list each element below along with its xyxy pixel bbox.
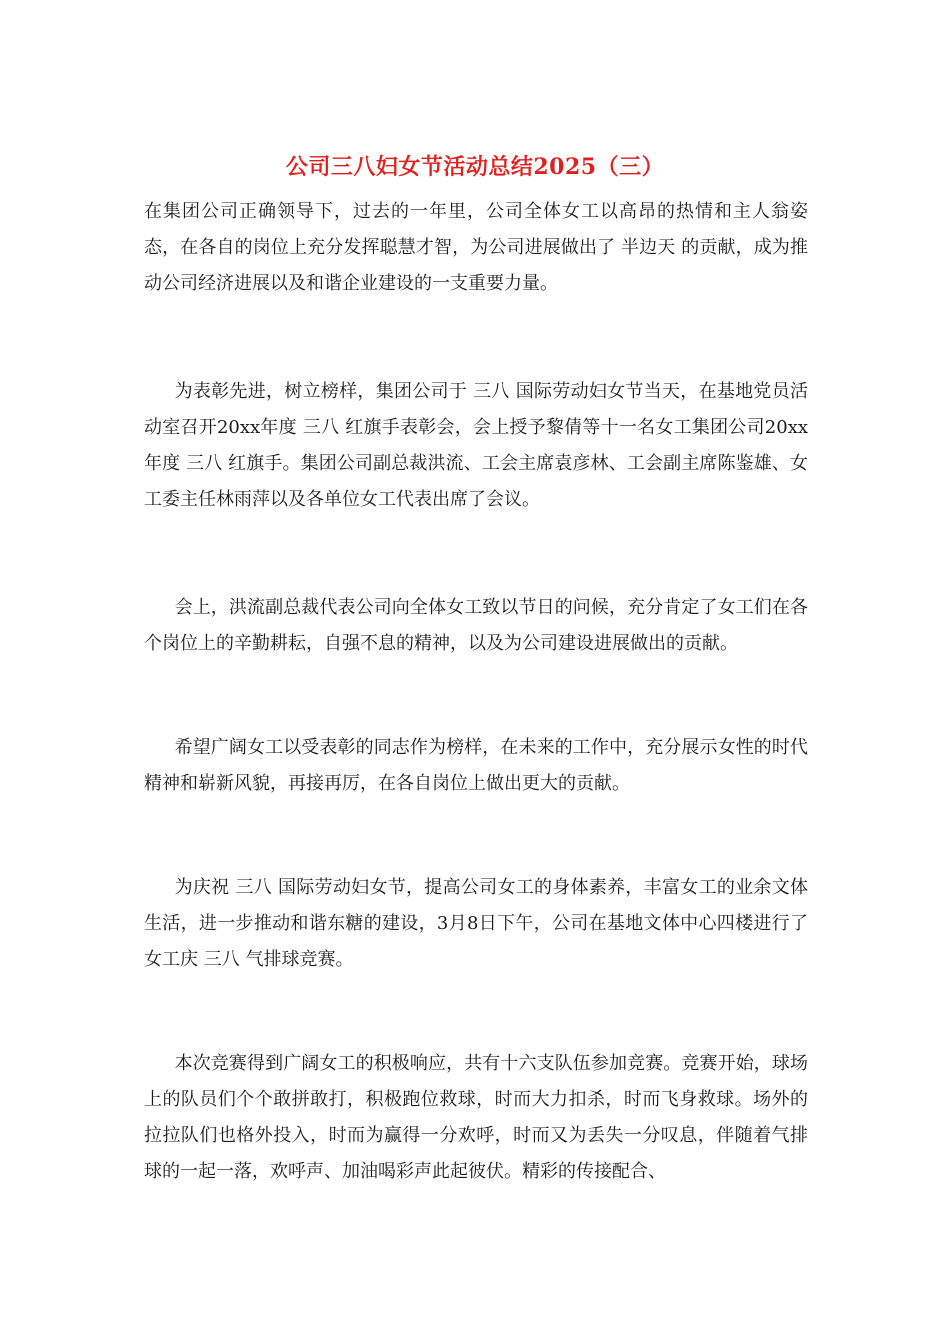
paragraph-commendation: 为表彰先进，树立榜样，集团公司于 三八 国际劳动妇女节当天，在基地党员活动室召开20xx年度 三八 红旗手表彰会，会上授予黎倩等十一名女工集团公司20xx年度 三八 红旗手。集团公司副总裁洪流、工会主席袁彦林、工会副主席陈鉴雄、女工委主任林雨萍以及各单位女工代表出席了会议。 <box>144 381 808 510</box>
paragraph-celebration: 为庆祝 三八 国际劳动妇女节，提高公司女工的身体素养，丰富女工的业余文体生活，进一步推动和谐东糖的建设，3月8日下午，公司在基地文体中心四楼进行了女工庆 三八 气排球竞赛。 <box>144 877 808 970</box>
document-title: 公司三八妇女节活动总结2025（三） <box>285 154 665 180</box>
paragraph-intro: 在集团公司正确领导下，过去的一年里，公司全体女工以高昂的热情和主人翁姿态，在各自的岗位上充分发挥聪慧才智，为公司进展做出了 半边天 的贡献，成为推动公司经济进展以及和谐企业建设的一支重要力量。 <box>144 201 808 294</box>
paragraph-greeting: 会上，洪流副总裁代表公司向全体女工致以节日的问候，充分肯定了女工们在各个岗位上的辛勤耕耘，自强不息的精神，以及为公司建设进展做出的贡献。 <box>144 597 808 654</box>
paragraph-competition: 本次竞赛得到广阔女工的积极响应，共有十六支队伍参加竞赛。竞赛开始，球场上的队员们个个敢拼敢打，积极跑位救球，时而大力扣杀，时而飞身救球。场外的拉拉队们也格外投入，时而为赢得一分欢呼，时而又为丢失一分叹息，伴随着气排球的一起一落，欢呼声、加油喝彩声此起彼伏。精彩的传接配合、 <box>144 1053 808 1182</box>
paragraph-hope: 希望广阔女工以受表彰的同志作为榜样，在未来的工作中，充分展示女性的时代精神和崭新风貌，再接再厉，在各自岗位上做出更大的贡献。 <box>144 737 808 794</box>
